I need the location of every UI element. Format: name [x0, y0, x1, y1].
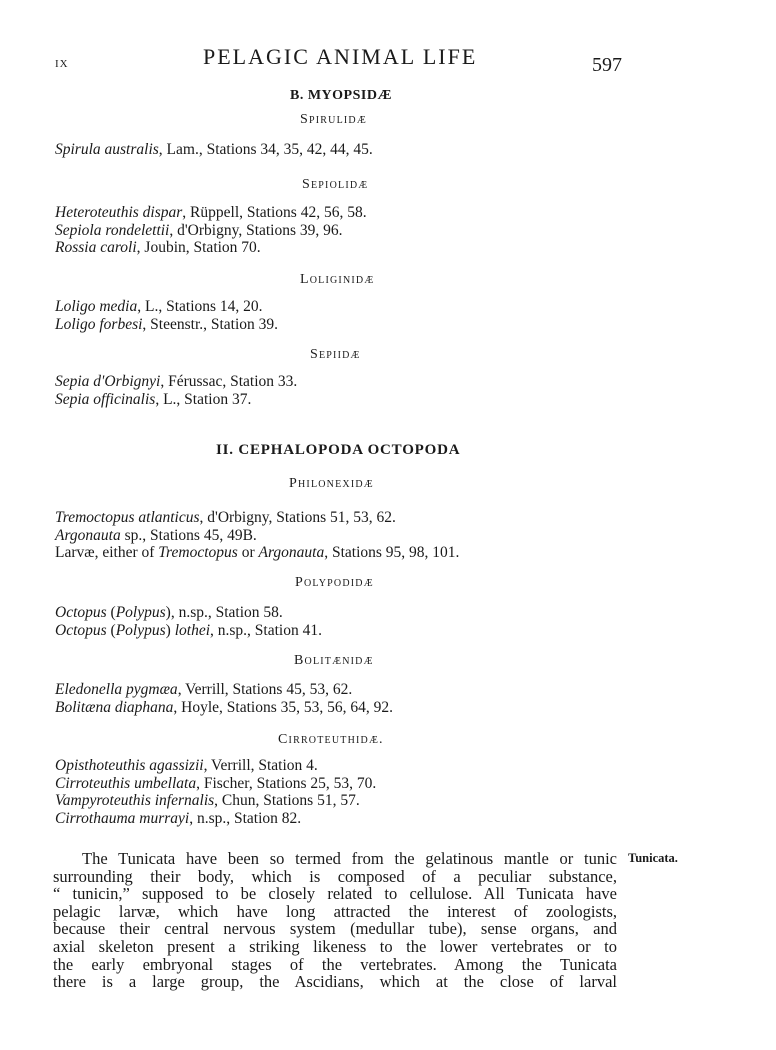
species-entry	[55, 204, 367, 221]
species-entry	[55, 222, 343, 239]
family-heading: Bolitænidæ	[294, 653, 374, 668]
species-entry	[55, 527, 257, 544]
paragraph-line: The Tunicata have been so termed from the gelatinous mantle or tunic	[82, 849, 617, 868]
entry-text: , d'Orbigny, Stations 51, 53, 62.	[199, 509, 396, 526]
taxon-name: Loligo media	[55, 298, 138, 315]
margin-note: Tunicata.	[628, 851, 678, 865]
species-entry	[55, 316, 278, 333]
entry-text: ), n.sp., Station 58.	[165, 604, 283, 621]
species-entry	[55, 391, 251, 408]
species-entry	[55, 757, 318, 774]
taxon-name: lothei	[174, 621, 211, 639]
taxon-name: Spirula australis	[55, 141, 159, 158]
chapter-number: ix	[55, 55, 69, 71]
species-entry	[55, 604, 283, 621]
taxon-name: Rossia caroli	[55, 239, 137, 257]
entry-text: )	[165, 621, 175, 639]
entry-text: , Chun, Stations 51, 57.	[214, 792, 360, 810]
species-entry	[55, 699, 393, 716]
species-entry	[55, 622, 322, 639]
entry-text: , Verrill, Station 4.	[203, 757, 318, 774]
entry-text: , n.sp., Station 82.	[189, 810, 302, 828]
species-entry	[55, 239, 261, 256]
taxon-name: Loligo forbesi	[55, 315, 143, 333]
species-entry	[55, 509, 396, 526]
entry-text: , Joubin, Station 70.	[136, 239, 261, 257]
entry-text: , Rüppell, Stations 42, 56, 58.	[182, 204, 367, 221]
entry-text: , Lam., Stations 34, 35, 42, 44, 45.	[158, 141, 373, 158]
section-heading-octopoda: II. CEPHALOPODA OCTOPODA	[216, 442, 461, 458]
entry-text: or	[237, 544, 259, 562]
entry-text: , Férussac, Station 33.	[160, 373, 298, 390]
taxon-name: Eledonella pygmæa	[55, 681, 178, 698]
species-entry	[55, 810, 301, 827]
family-heading: Sepiolidæ	[302, 177, 369, 192]
entry-text: , d'Orbigny, Stations 39, 96.	[169, 221, 343, 239]
taxon-name: Polypus	[115, 604, 166, 621]
running-title: PELAGIC ANIMAL LIFE	[203, 44, 478, 69]
paragraph-line: pelagic larvæ, which have long attracted the interest of zoologists,	[53, 901, 617, 921]
taxon-name: Heteroteuthis dispar	[55, 204, 183, 221]
entry-text: , Stations 95, 98, 101.	[324, 544, 460, 562]
section-heading-myopsidae: B. MYOPSIDÆ	[290, 88, 392, 103]
family-heading: Sepiidæ	[310, 347, 361, 362]
species-entry	[55, 792, 360, 809]
family-heading: Philonexidæ	[289, 476, 374, 491]
taxon-name: Opisthoteuthis agassizii	[55, 757, 204, 774]
entry-text: (	[106, 621, 116, 639]
taxon-name: Cirroteuthis umbellata	[55, 774, 197, 792]
family-heading: Spirulidæ	[300, 112, 367, 127]
species-entry	[55, 544, 459, 561]
taxon-name: Vampyroteuthis infernalis	[55, 792, 215, 810]
entry-text: , Hoyle, Stations 35, 53, 56, 64, 92.	[173, 698, 394, 716]
entry-text: , L., Station 37.	[155, 390, 252, 408]
taxon-name: Sepiola rondelettii	[55, 221, 170, 239]
taxon-name: Sepia officinalis	[55, 390, 156, 408]
family-heading: Polypodidæ	[295, 575, 374, 590]
entry-text: , Steenstr., Station 39.	[142, 315, 279, 333]
tunicata-paragraph	[53, 850, 617, 991]
taxon-name: Cirrothauma murrayi	[55, 810, 190, 828]
taxon-name: Argonauta	[55, 526, 121, 544]
entry-text: , L., Stations 14, 20.	[137, 298, 263, 315]
entry-text: , Fischer, Stations 25, 53, 70.	[196, 774, 377, 792]
taxon-name: Octopus	[55, 604, 107, 621]
paragraph-line: the early embryonal stages of the vertebrates. Among the Tunicata	[53, 954, 617, 974]
family-heading: Loliginidæ	[300, 272, 375, 287]
paragraph-line: axial skeleton present a striking likeness to the lower vertebrates or to	[53, 936, 617, 956]
taxon-name: Tremoctopus atlanticus	[55, 509, 200, 526]
taxon-name: Tremoctopus	[158, 544, 238, 562]
taxon-name: Bolitæna diaphana	[55, 698, 174, 716]
species-entry	[55, 298, 263, 315]
taxon-name: Argonauta	[258, 544, 325, 562]
species-entry	[55, 681, 352, 698]
paragraph-line: “ tunicin,” supposed to be closely related to cellulose. All Tunicata have	[53, 884, 617, 904]
paragraph-line: there is a large group, the Ascidians, which at the close of larval	[53, 972, 617, 992]
page-number: 597	[592, 54, 622, 76]
species-entry	[55, 775, 376, 792]
entry-text: , Verrill, Stations 45, 53, 62.	[177, 681, 353, 698]
entry-text: , n.sp., Station 41.	[210, 621, 322, 639]
paragraph-line: surrounding their body, which is composed of a peculiar substance,	[53, 866, 617, 886]
entry-text: (	[106, 604, 116, 621]
taxon-name: Polypus	[115, 621, 166, 639]
entry-text: Larvæ, either of	[55, 544, 159, 562]
paragraph-line: because their central nervous system (medullar tube), sense organs, and	[53, 919, 617, 939]
family-heading: Cirroteuthidæ.	[278, 732, 384, 747]
taxon-name: Octopus	[55, 621, 107, 639]
taxon-name: Sepia d'Orbignyi	[55, 373, 161, 390]
species-entry	[55, 141, 373, 158]
species-entry	[55, 373, 297, 390]
entry-text: sp., Stations 45, 49B.	[120, 526, 257, 544]
